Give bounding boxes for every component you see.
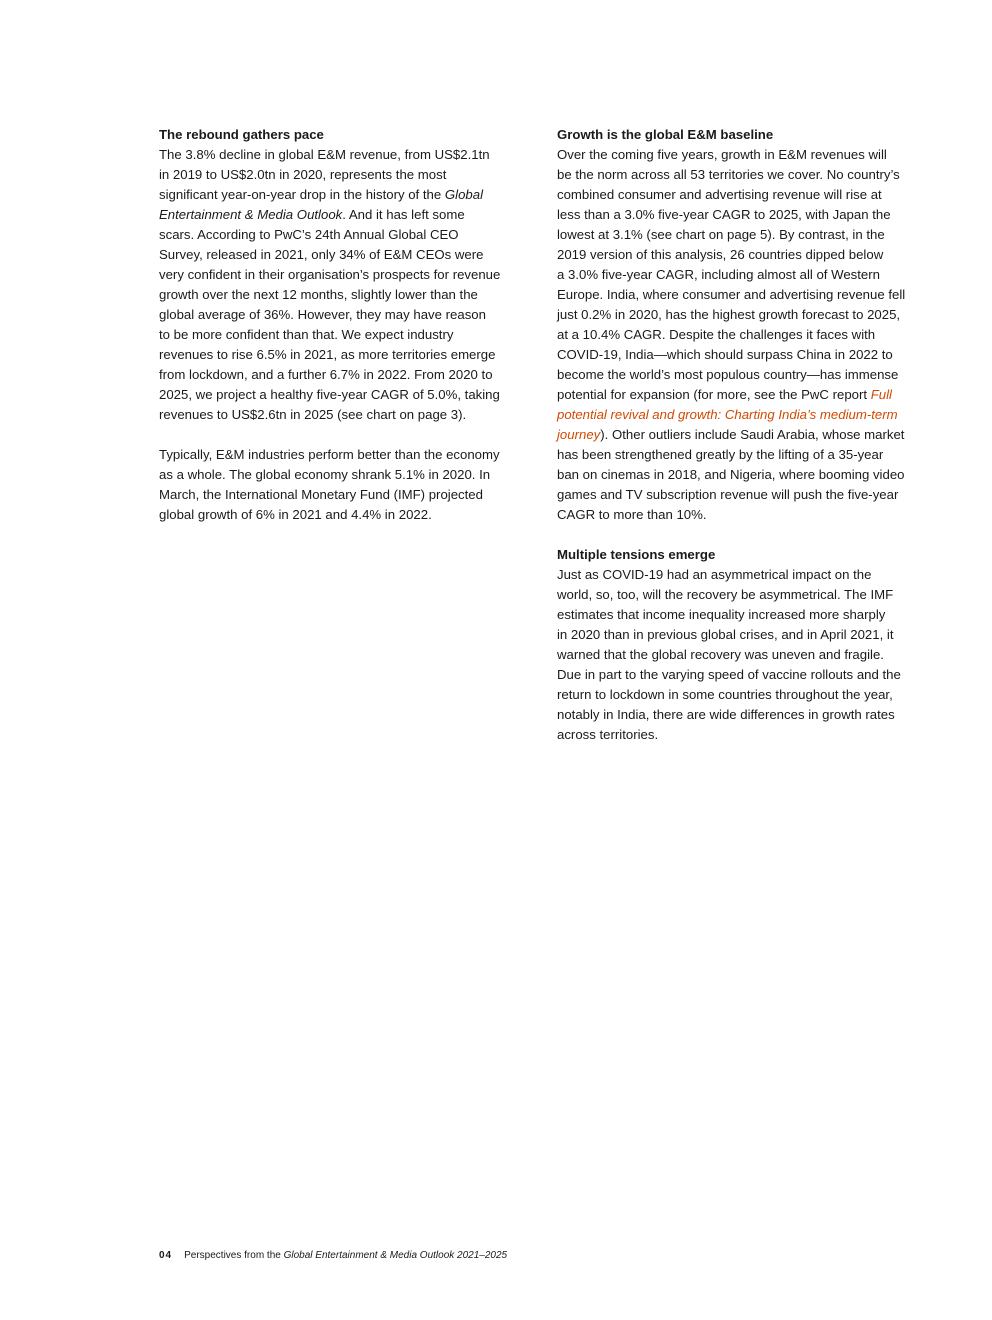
- footer-publication-title: Global Entertainment & Media Outlook 2021–2025: [283, 1250, 508, 1261]
- text-line: combined consumer and advertising revenue will rise at: [557, 187, 882, 202]
- report-link[interactable]: Full: [870, 387, 892, 402]
- text-line: global average of 36%. However, they may have reason: [159, 307, 486, 322]
- text-line: in 2020 than in previous global crises, and in April 2021, it: [557, 627, 894, 642]
- text-line: be the norm across all 53 territories we cover. No country’s: [557, 167, 900, 182]
- page-footer: [159, 1249, 507, 1263]
- page-number: 04: [159, 1250, 173, 1261]
- section-growth-baseline: [557, 125, 935, 525]
- text-line: revenues to US$2.6tn in 2025 (see chart on page 3).: [159, 407, 467, 422]
- paragraph: [159, 145, 535, 425]
- text-line: March, the International Monetary Fund (IMF) projected: [159, 487, 483, 502]
- text-line: Typically, E&M industries perform better than the economy: [159, 447, 500, 462]
- text-line: revenues to rise 6.5% in 2021, as more territories emerge: [159, 347, 496, 362]
- section-heading: The rebound gathers pace: [159, 127, 324, 142]
- report-link[interactable]: journey: [557, 427, 601, 442]
- text-line: potential for expansion (for more, see the PwC report Full: [557, 387, 892, 402]
- text-line: The 3.8% decline in global E&M revenue, from US$2.1tn: [159, 147, 490, 162]
- text-line: Europe. India, where consumer and advertising revenue fell: [557, 287, 906, 302]
- text-line: at a 10.4% CAGR. Despite the challenges it faces with: [557, 327, 876, 342]
- text-line: COVID-19, India—which should surpass China in 2022 to: [557, 347, 893, 362]
- text-line: Entertainment & Media Outlook. And it has left some: [159, 207, 465, 222]
- left-column: [159, 125, 535, 545]
- text-line: warned that the global recovery was uneven and fragile.: [557, 647, 884, 662]
- text-line: Survey, released in 2021, only 34% of E&M CEOs were: [159, 247, 484, 262]
- text-line: notably in India, there are wide differences in growth rates: [557, 707, 895, 722]
- text-line: less than a 3.0% five-year CAGR to 2025, with Japan the: [557, 207, 891, 222]
- text-line: become the world’s most populous country—has immense: [557, 367, 899, 382]
- report-link[interactable]: potential revival and growth: Charting India’s medium-term: [557, 407, 898, 422]
- text-line: growth over the next 12 months, slightly lower than the: [159, 287, 478, 302]
- text-line: games and TV subscription revenue will push the five-year: [557, 487, 899, 502]
- text-line: scars. According to PwC’s 24th Annual Global CEO: [159, 227, 459, 242]
- paragraph: [159, 445, 535, 525]
- text-line: across territories.: [557, 727, 659, 742]
- text-line: journey). Other outliers include Saudi Arabia, whose market: [557, 427, 905, 442]
- text-line: to be more confident than that. We expect industry: [159, 327, 454, 342]
- text-line: ban on cinemas in 2018, and Nigeria, where booming video: [557, 467, 905, 482]
- text-line: Due in part to the varying speed of vaccine rollouts and the: [557, 667, 901, 682]
- section-heading: Growth is the global E&M baseline: [557, 127, 774, 142]
- text-line: world, so, too, will the recovery be asymmetrical. The IMF: [557, 587, 894, 602]
- text-line: as a whole. The global economy shrank 5.1% in 2020. In: [159, 467, 491, 482]
- text-line: has been strengthened greatly by the lifting of a 35-year: [557, 447, 884, 462]
- section-rebound: [159, 125, 535, 525]
- text-line: very confident in their organisation’s prospects for revenue: [159, 267, 501, 282]
- section-multiple-tensions: [557, 545, 935, 745]
- right-column: [557, 125, 935, 765]
- text-line: 2019 version of this analysis, 26 countries dipped below: [557, 247, 884, 262]
- text-line: just 0.2% in 2020, has the highest growth forecast to 2025,: [557, 307, 901, 322]
- text-line: Over the coming five years, growth in E&M revenues will: [557, 147, 887, 162]
- section-heading: Multiple tensions emerge: [557, 547, 716, 562]
- text-line: Just as COVID-19 had an asymmetrical impact on the: [557, 567, 872, 582]
- text-line: 2025, we project a healthy five-year CAGR of 5.0%, taking: [159, 387, 500, 402]
- paragraph: [557, 145, 935, 525]
- text-line: global growth of 6% in 2021 and 4.4% in 2022.: [159, 507, 432, 522]
- text-line: lowest at 3.1% (see chart on page 5). By contrast, in the: [557, 227, 885, 242]
- footer-text: Perspectives from the: [184, 1250, 284, 1261]
- text-line: [557, 405, 935, 425]
- text-line: in 2019 to US$2.0tn in 2020, represents the most: [159, 167, 447, 182]
- text-line: CAGR to more than 10%.: [557, 507, 707, 522]
- text-line: a 3.0% five-year CAGR, including almost all of Western: [557, 267, 880, 282]
- text-line: estimates that income inequality increased more sharply: [557, 607, 886, 622]
- text-line: significant year-on-year drop in the history of the Global: [159, 187, 484, 202]
- text-line: from lockdown, and a further 6.7% in 2022. From 2020 to: [159, 367, 493, 382]
- text-line: return to lockdown in some countries throughout the year,: [557, 687, 893, 702]
- paragraph: [557, 565, 935, 745]
